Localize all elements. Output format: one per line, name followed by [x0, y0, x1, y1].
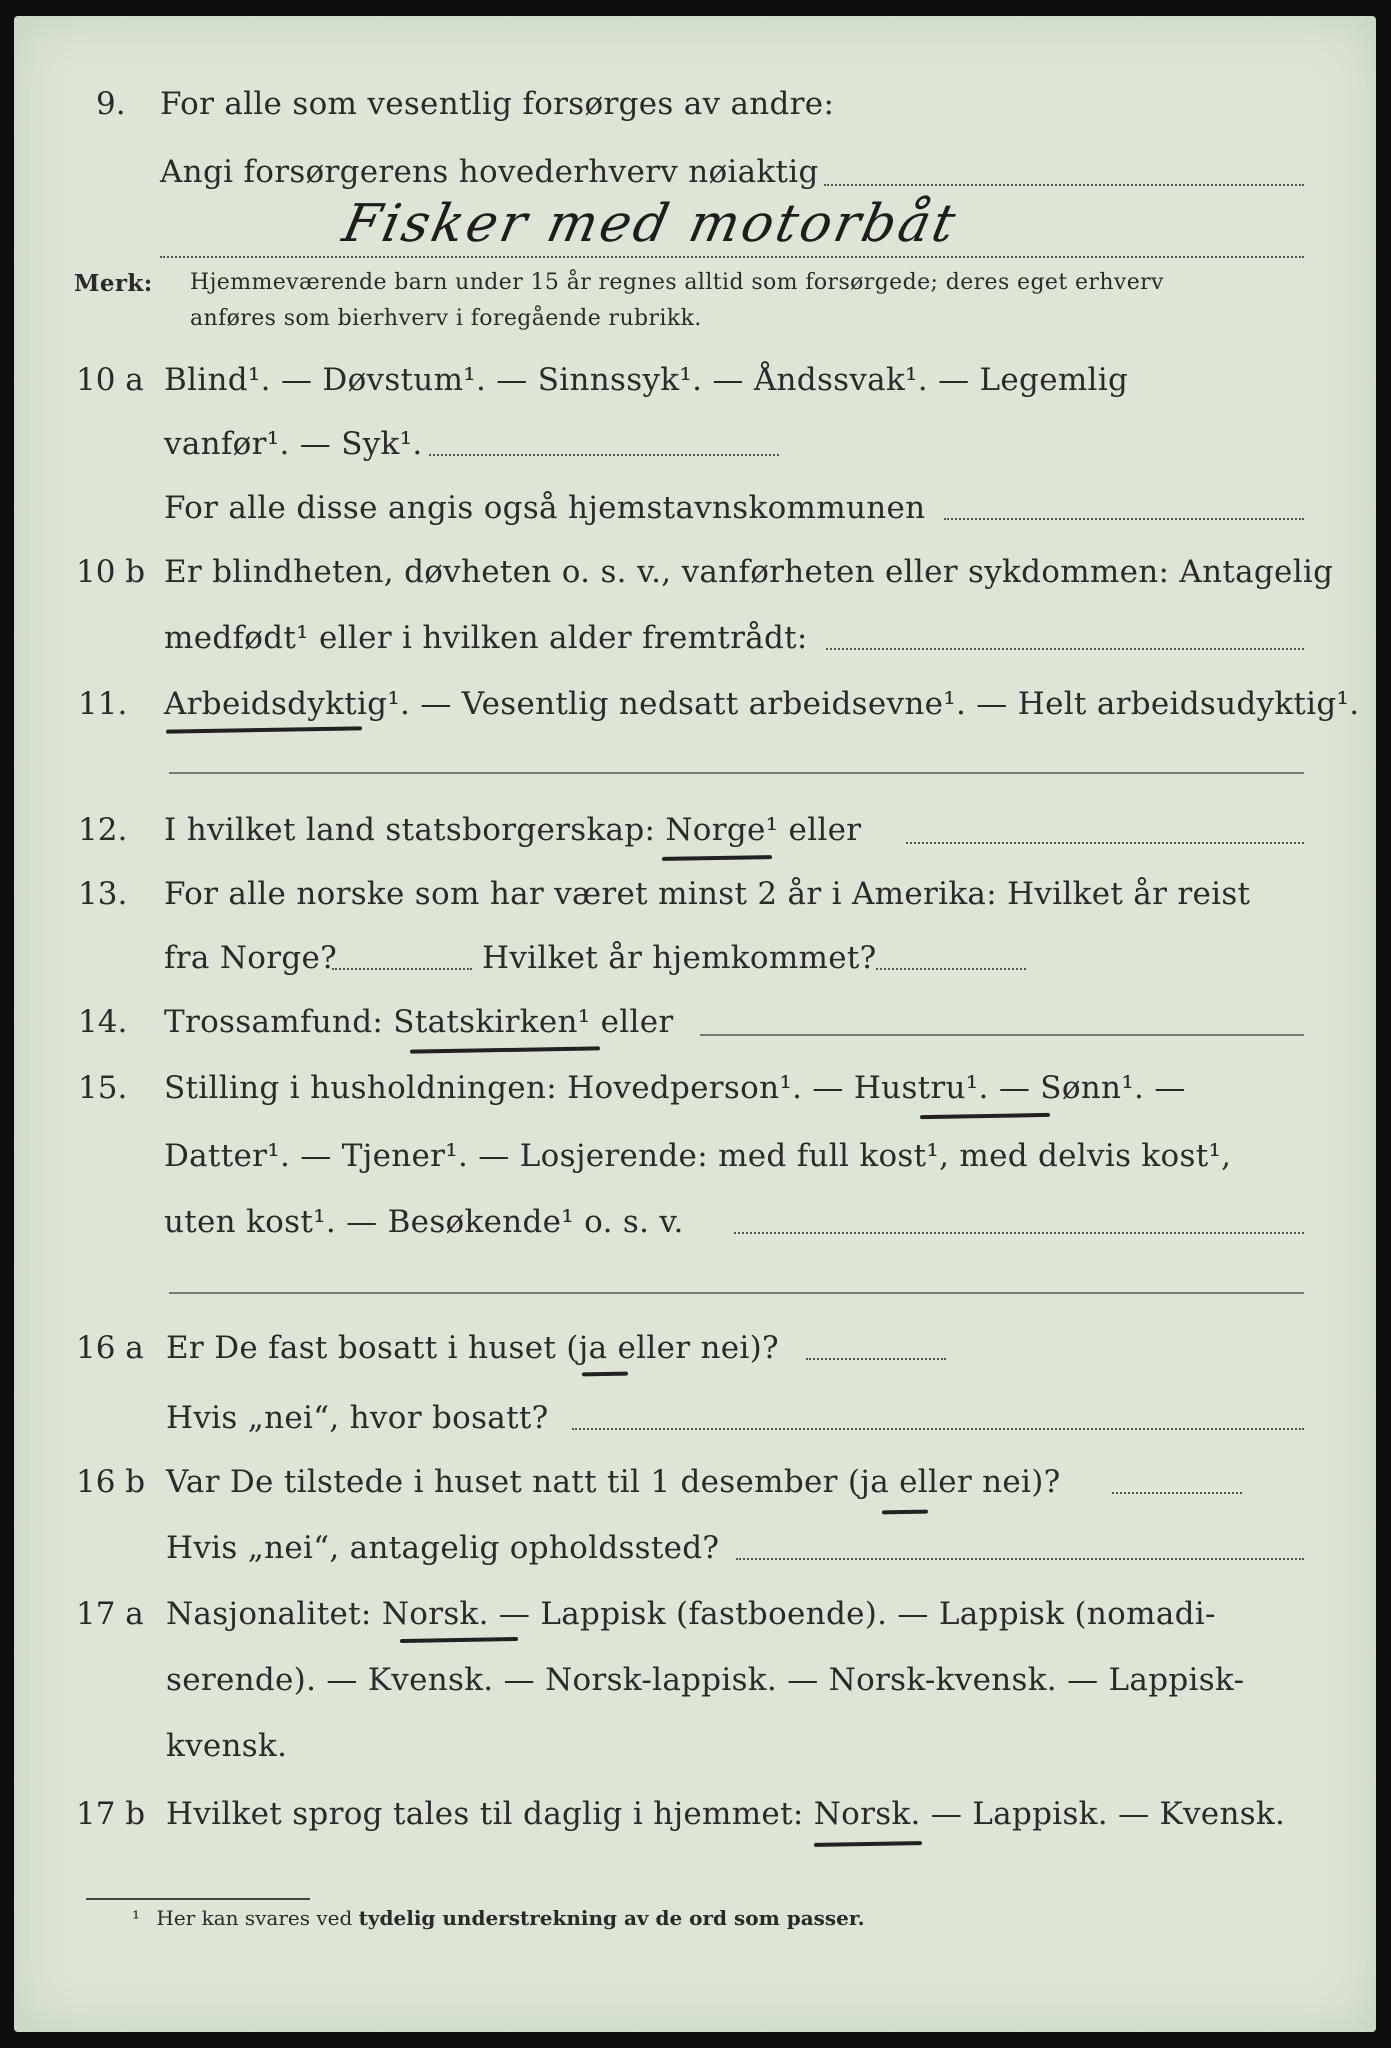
q15-number: 15. [78, 1070, 128, 1106]
q12-line1: I hvilket land statsborgerskap: Norge¹ eller [164, 812, 862, 848]
q13-line2a: fra Norge? [164, 940, 338, 976]
q16b-dotted-line-1 [1112, 1492, 1242, 1494]
q10a-line3: For alle disse angis også hjemstavnskommunen [164, 490, 926, 526]
q17a-handwritten-underline [400, 1637, 518, 1643]
q9-dotted-line [824, 184, 1304, 186]
q17a-number: 17 a [76, 1596, 144, 1632]
q9-line2: Angi forsørgerens hovederhverv nøiaktig [160, 154, 819, 190]
q13-dotted-line-2 [876, 968, 1026, 970]
q17b-line1: Hvilket sprog tales til daglig i hjemmet: Norsk. — Lappisk. — Kvensk. [166, 1796, 1286, 1832]
q10b-line2: medfødt¹ eller i hvilken alder fremtrådt: [164, 620, 808, 656]
merk-label: Merk: [74, 270, 153, 297]
q11-answer-line [169, 772, 1304, 774]
q16a-handwritten-underline [582, 1372, 628, 1377]
q16b-number: 16 b [76, 1464, 146, 1500]
footnote-mark: ¹ [132, 1906, 141, 1930]
q14-number: 14. [78, 1004, 128, 1040]
merk-line1: Hjemmeværende barn under 15 år regnes alltid som forsørgede; deres eget erhverv [190, 270, 1164, 295]
q10a-dotted-line [429, 454, 779, 456]
q9-number: 9. [96, 86, 126, 122]
census-form-page [14, 16, 1376, 2032]
footnote-bold-text: tydelig understrekning av de ord som passer. [358, 1906, 865, 1930]
q16a-line2: Hvis „nei“, hvor bosatt? [166, 1400, 549, 1436]
q16b-line1: Var De tilstede i huset natt til 1 desember (ja eller nei)? [166, 1464, 1061, 1500]
q17a-line2: serende). — Kvensk. — Norsk-lappisk. — Norsk-kvensk. — Lappisk- [166, 1662, 1245, 1698]
footnote-text: Her kan svares ved [156, 1906, 353, 1930]
q16b-handwritten-underline [882, 1510, 928, 1515]
q10b-dotted-line [826, 648, 1304, 650]
q15-handwritten-underline [920, 1113, 1050, 1119]
q16b-line2: Hvis „nei“, antagelig opholdssted? [166, 1530, 720, 1566]
q10a-dotted-line-2 [944, 518, 1304, 520]
q16a-line1: Er De fast bosatt i huset (ja eller nei)? [166, 1330, 779, 1366]
q13-number: 13. [78, 876, 128, 912]
q11-line1: Arbeidsdyktig¹. — Vesentlig nedsatt arbeidsevne¹. — Helt arbeidsudyktig¹. [164, 686, 1360, 722]
merk-line2: anføres som bierhverv i foregående rubrikk. [190, 306, 702, 331]
q15-dotted-line [734, 1232, 1304, 1234]
q16b-dotted-line-2 [736, 1558, 1304, 1560]
q10a-number: 10 a [76, 362, 144, 398]
footnote-rule [86, 1898, 310, 1900]
q10b-number: 10 b [76, 554, 146, 590]
q17a-line3: kvensk. [166, 1728, 288, 1764]
q15-line3: uten kost¹. — Besøkende¹ o. s. v. [164, 1204, 684, 1240]
q12-handwritten-underline [662, 855, 772, 861]
q15-answer-line [169, 1292, 1304, 1294]
q17b-number: 17 b [76, 1796, 146, 1832]
q11-number: 11. [78, 686, 128, 722]
q12-dotted-line [906, 842, 1304, 844]
q13-dotted-line-1 [332, 968, 472, 970]
q14-answer-line [700, 1034, 1304, 1036]
q17a-line1: Nasjonalitet: Norsk. — Lappisk (fastboende). — Lappisk (nomadi- [166, 1596, 1216, 1632]
q10a-line1: Blind¹. — Døvstum¹. — Sinnssyk¹. — Åndssvak¹. — Legemlig [164, 362, 1129, 398]
q15-line2: Datter¹. — Tjener¹. — Losjerende: med full kost¹, med delvis kost¹, [164, 1138, 1232, 1174]
q12-number: 12. [78, 812, 128, 848]
q13-line2b: Hvilket år hjemkommet? [482, 940, 877, 976]
q16a-number: 16 a [76, 1330, 144, 1366]
q14-line1: Trossamfund: Statskirken¹ eller [164, 1004, 674, 1040]
q15-line1: Stilling i husholdningen: Hovedperson¹. — Hustru¹. — Sønn¹. — [164, 1070, 1186, 1106]
q10a-line2: vanfør¹. — Syk¹. [164, 426, 423, 462]
q9-line1: For alle som vesentlig forsørges av andre: [160, 86, 835, 122]
q10b-line1: Er blindheten, døvheten o. s. v., vanførheten eller sykdommen: Antagelig [164, 554, 1334, 590]
q9-answer-line [160, 256, 1304, 258]
q16a-dotted-line-2 [572, 1428, 1304, 1430]
q13-line1: For alle norske som har været minst 2 år i Amerika: Hvilket år reist [164, 876, 1251, 912]
q17b-handwritten-underline [814, 1841, 922, 1847]
q14-handwritten-underline [410, 1046, 600, 1053]
footnote [132, 1906, 865, 1930]
q9-handwritten-answer: Fisker med motorbåt [337, 194, 964, 254]
q11-handwritten-underline [166, 726, 362, 733]
q16a-dotted-line-1 [806, 1358, 946, 1360]
